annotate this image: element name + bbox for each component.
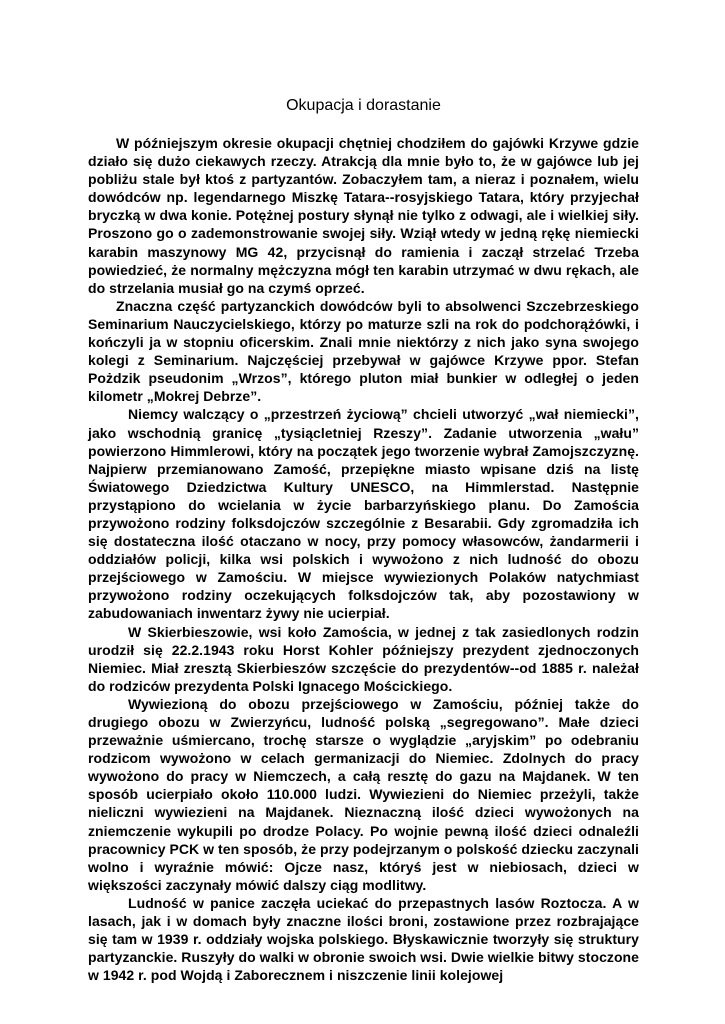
document-title: Okupacja i dorastanie [286, 97, 441, 114]
document-page [88, 96, 639, 984]
paragraph-roztocze: Ludność w panice zaczęła uciekać do przepastnych lasów Roztocza. A w lasach, jak i w domach były znaczne ilości broni, zostawione przez rozbrajające się tam w 1939 r. oddziały wojska polskiego. Błyskawicznie tworzyły się struktury partyzanckie. Ruszyły do walki w obronie swoich wsi. Dwie wielkie bitwy stoczone w 1942 r. pod Wojdą i Zaborecznem i niszczenie linii kolejowej [88, 894, 639, 984]
paragraph-skierbieszow: W Skierbieszowie, wsi koło Zamościa, w jednej z tak zasiedlonych rodzin urodził się 22.2.1943 roku Horst Kohler późniejszy prezydent zjednoczonych Niemiec. Miał zresztą Skierbieszów szczęście do prezydentów--od 1885 r. należał do rodziców prezydenta Polski Ignacego Mościckiego. [88, 623, 639, 694]
paragraph-obozy: Wywiezioną do obozu przejściowego w Zamościu, później także do drugiego obozu w Zwierzyńcu, ludność polską „segregowano”. Małe dzieci przeważnie uśmiercano, trochę starsze o wyglądzie „aryjskim” po odebraniu rodzicom wywożono w celach germanizacji do Niemiec. Zdolnych do pracy wywożono do pracy w Niemczech, a całą resztę do gazu na Majdanek. W ten sposób ucierpiało około 110.000 ludzi. Wywiezieni do Niemiec przeżyli, także nieliczni wywiezieni na Majdanek. Nieznaczną ilość dzieci wywożonych na zniemczenie wykupili po drodze Polacy. Po wojnie pewną ilość dzieci odnaleźli pracownicy PCK w ten sposób, że przy podejrzanym o polskość dziecku zaczynali wolno i wyraźnie mówić: Ojcze nasz, któryś jest w niebiosach, dzieci w większości zaczynały mówić dalszy ciąg modlitwy. [88, 695, 639, 893]
paragraph-wal-niemiecki: Niemcy walczący o „przestrzeń życiową” chcieli utworzyć „wał niemiecki”, jako wschodnią granicę „tysiącletniej Rzeszy”. Zadanie utworzenia „wału” powierzono Himmlerowi, który na początek jego tworzenie wybrał Zamojszczyznę. Najpierw przemianowano Zamość, przepiękne miasto wpisane dziś na listę Światowego Dziedzictwa Kultury UNESCO, na Himmlerstad. Następnie przystąpiono do wcielania w życie barbarzyńskiego planu. Do Zamościa przywożono rodziny folksdojczów szczególnie z Besarabii. Gdy zgromadziła ich się dostateczna ilość otaczano w nocy, przy pomocy własowców, żandarmerii i oddziałów policji, kilka wsi polskich i wywożono z nich ludność do obozu przejściowego w Zamościu. W miejsce wywiezionych Polaków natychmiast przywożono rodziny oczekujących folksdojczów tak, aby pozostawiony w zabudowaniach inwentarz żywy nie ucierpiał. [88, 406, 639, 622]
paragraph-seminarium: Znaczna część partyzanckich dowódców byli to absolwenci Szczebrzeskiego Seminarium Nauczycielskiego, którzy po maturze szli na rok do podchorążówki, i kończyli ja w stopniu oficerskim. Znali mnie niektórzy z nich jako syna swojego kolegi z Seminarium. Najczęściej przebywał w gajówce Krzywe ppor. Stefan Pożdzik pseudonim „Wrzos”, którego pluton miał bunkier w odległej o jeden kilometr „Mokrej Debrze”. [88, 297, 639, 405]
paragraph-gajowka-krzywe: W późniejszym okresie okupacji chętniej chodziłem do gajówki Krzywe gdzie działo się dużo ciekawych rzeczy. Atrakcją dla mnie było to, że w gajówce lub jej pobliżu stale był ktoś z partyzantów. Zobaczyłem tam, a nieraz i poznałem, wielu dowódców np. legendarnego Miszkę Tatara--rosyjskiego Tatara, który przyjechał bryczką w dwa konie. Potężnej postury słynął nie tylko z odwagi, ale i wielkiej siły. Proszono go o zademonstrowanie swojej siły. Wziął wtedy w jedną rękę niemiecki karabin maszynowy MG 42, przycisnął do ramienia i zaczął strzelać Trzeba powiedzieć, że normalny mężczyzna mógł ten karabin utrzymać w dwu rękach, ale do strzelania musiał go na czymś oprzeć. [88, 135, 639, 296]
